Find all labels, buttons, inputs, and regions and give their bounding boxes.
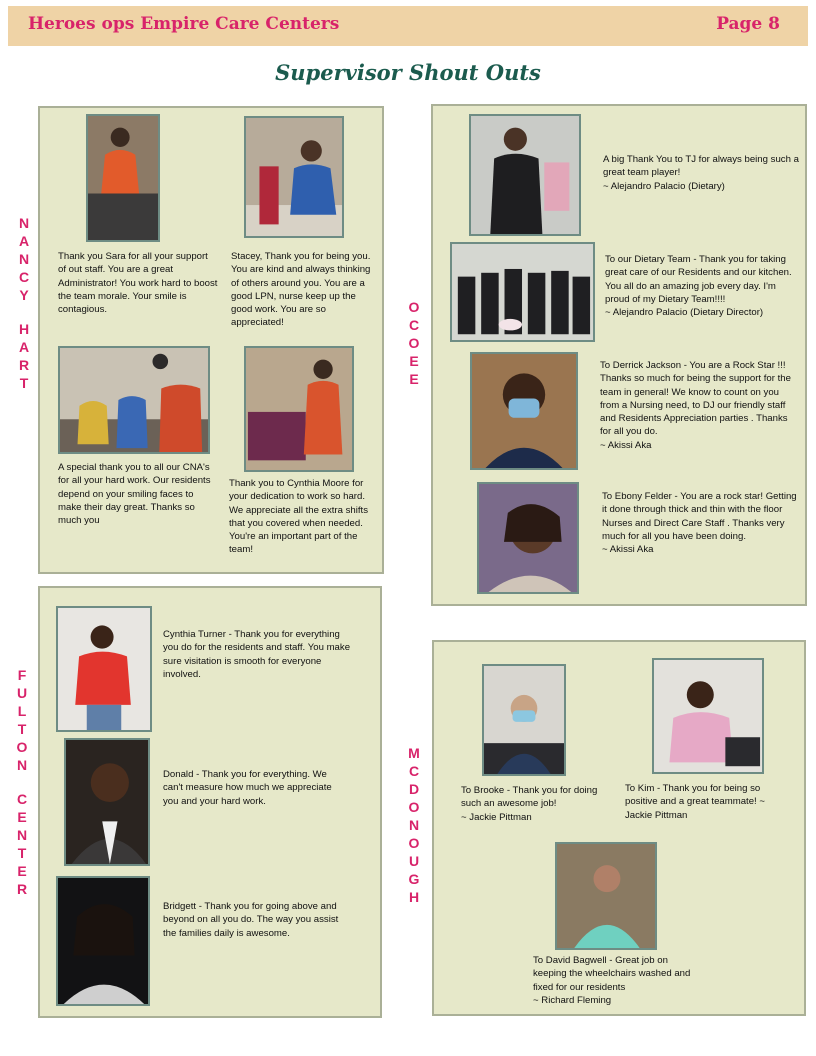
mcdonough-letter: U <box>408 853 420 869</box>
photo-stacey <box>244 116 344 238</box>
caption-donald-text: Donald - Thank you for everything. We can't measure how much we appreciate you and your hard work. <box>163 769 332 807</box>
nancy-hart-letter: A <box>18 233 30 249</box>
photo-dietary-team <box>450 242 595 342</box>
caption-tj-text: A big Thank You to TJ for always being such a great team player! <box>603 154 799 179</box>
mcdonough-letter: H <box>408 889 420 905</box>
mcdonough-letter: M <box>408 745 420 761</box>
fulton-center-letter: N <box>16 757 28 773</box>
mcdonough-letter: D <box>408 781 420 797</box>
mcdonough-letter: C <box>408 763 420 779</box>
fulton-center-letter: T <box>17 721 27 737</box>
caption-bridgett <box>163 900 343 940</box>
caption-ebony-sig: ~ Akissi Aka <box>602 544 654 556</box>
nancy-hart-label <box>14 214 34 392</box>
fulton-center-letter: F <box>17 667 27 683</box>
caption-cnas-text: A special thank you to all our CNA's for all your hard work. Our residents depend on your smiling faces to make their day great. Thanks so much you <box>58 462 211 527</box>
fulton-center-letter: R <box>16 881 28 897</box>
caption-cnas <box>58 461 218 527</box>
fulton-center-letter: O <box>16 739 28 755</box>
caption-cynthia-moore-text: Thank you to Cynthia Moore for your dedication to work so hard. We appreciate all the extra shifts that you covered when needed. You're an important part of the team! <box>229 478 369 556</box>
caption-derrick-text: To Derrick Jackson - You are a Rock Star !!! Thanks so much for being the support for the team in general! We know to count on you from a Nursing need, to DJ our friendly staff and Residents Appreciation parties . Thanks for all you do. <box>600 360 791 438</box>
ocoee-letter: E <box>409 371 419 387</box>
ocoee-letter: O <box>408 299 420 315</box>
photo-tj <box>469 114 581 236</box>
photo-cynthia-moore <box>244 346 354 472</box>
photo-ebony <box>477 482 579 594</box>
caption-dietary <box>605 253 797 319</box>
caption-dietary-text: To our Dietary Team - Thank you for taking great care of our Residents and our kitchen. You all do an amazing job every day. I'm proud of my Dietary Team!!!! <box>605 254 792 305</box>
ocoee-letter: E <box>409 353 419 369</box>
fulton-center-letter <box>12 774 32 790</box>
nancy-hart-letter: H <box>18 321 30 337</box>
newsletter-title: Heroes ops Empire Care Centers <box>28 14 340 34</box>
fulton-center-letter: C <box>16 791 28 807</box>
caption-brooke-sig: ~ Jackie Pittman <box>461 811 532 823</box>
photo-donald <box>64 738 150 866</box>
caption-tj <box>603 153 799 193</box>
caption-ebony <box>602 490 798 556</box>
nancy-hart-letter: N <box>18 251 30 267</box>
photo-bridgett <box>56 876 150 1006</box>
caption-david <box>533 954 703 1007</box>
caption-derrick <box>600 359 796 452</box>
photo-david <box>555 842 657 950</box>
nancy-hart-letter: Y <box>19 287 29 303</box>
mcdonough-letter: N <box>408 817 420 833</box>
fulton-center-letter: N <box>16 827 28 843</box>
caption-brooke-text: To Brooke - Thank you for doing such an awesome job! <box>461 785 598 810</box>
fulton-center-letter: U <box>16 685 28 701</box>
mcdonough-label <box>404 744 424 906</box>
caption-kim-text: To Kim - Thank you for being so positive and a great teammate! ~ Jackie Pittman <box>625 783 765 821</box>
photo-derrick <box>470 352 578 470</box>
fulton-center-letter: E <box>17 863 27 879</box>
caption-cynthia-moore <box>229 477 377 557</box>
caption-tj-sig: ~ Alejandro Palacio (Dietary) <box>603 180 725 192</box>
ocoee-letter: C <box>408 317 420 333</box>
photo-sara <box>86 114 160 242</box>
fulton-center-letter: T <box>17 845 27 861</box>
photo-kim <box>652 658 764 774</box>
caption-sara <box>58 250 218 316</box>
page-number: Page 8 <box>716 14 780 34</box>
caption-david-text: To David Bagwell - Great job on keeping the wheelchairs washed and fixed for our residents <box>533 955 691 993</box>
nancy-hart-letter <box>14 304 34 320</box>
page-header <box>8 6 808 46</box>
page-title: Supervisor Shout Outs <box>275 60 541 85</box>
caption-kim <box>625 782 787 822</box>
caption-sara-text: Thank you Sara for all your support of out staff. You are a great Administrator! You work hard to boost the team morale. Your smile is contagious. <box>58 251 218 316</box>
caption-bridgett-text: Bridgett - Thank you for going above and beyond on all you do. The way you assist the families daily is awesome. <box>163 901 339 939</box>
nancy-hart-letter: A <box>18 339 30 355</box>
caption-dietary-sig: ~ Alejandro Palacio (Dietary Director) <box>605 307 764 319</box>
caption-cynthia-turner <box>163 628 353 681</box>
caption-stacey <box>231 250 377 330</box>
mcdonough-letter: O <box>408 835 420 851</box>
caption-stacey-text: Stacey, Thank you for being you. You are kind and always thinking of others around you. You are a good LPN, nurse keep up the good work. You are so appreciated! <box>231 251 371 329</box>
nancy-hart-letter: T <box>19 375 29 391</box>
fulton-center-letter: L <box>17 703 27 719</box>
caption-derrick-sig: ~ Akissi Aka <box>600 439 652 451</box>
photo-cynthia-turner <box>56 606 152 732</box>
nancy-hart-letter: R <box>18 357 30 373</box>
fulton-center-label <box>12 666 32 898</box>
caption-cynthia-turner-text: Cynthia Turner - Thank you for everything you do for the residents and staff. You make sure visitation is smooth for everyone involved. <box>163 629 351 680</box>
mcdonough-letter: G <box>408 871 420 887</box>
ocoee-label <box>404 298 424 388</box>
fulton-center-letter: E <box>17 809 27 825</box>
nancy-hart-letter: N <box>18 215 30 231</box>
caption-brooke <box>461 784 611 824</box>
caption-ebony-text: To Ebony Felder - You are a rock star! Getting it done through thick and thin with the floor Nurses and Direct Care Staff . Thanks very much for all you have been doing. <box>602 491 797 542</box>
nancy-hart-letter: C <box>18 269 30 285</box>
ocoee-letter: O <box>408 335 420 351</box>
mcdonough-letter: O <box>408 799 420 815</box>
photo-cnas <box>58 346 210 454</box>
caption-donald <box>163 768 343 808</box>
photo-brooke <box>482 664 566 776</box>
caption-david-sig: ~ Richard Fleming <box>533 994 612 1006</box>
